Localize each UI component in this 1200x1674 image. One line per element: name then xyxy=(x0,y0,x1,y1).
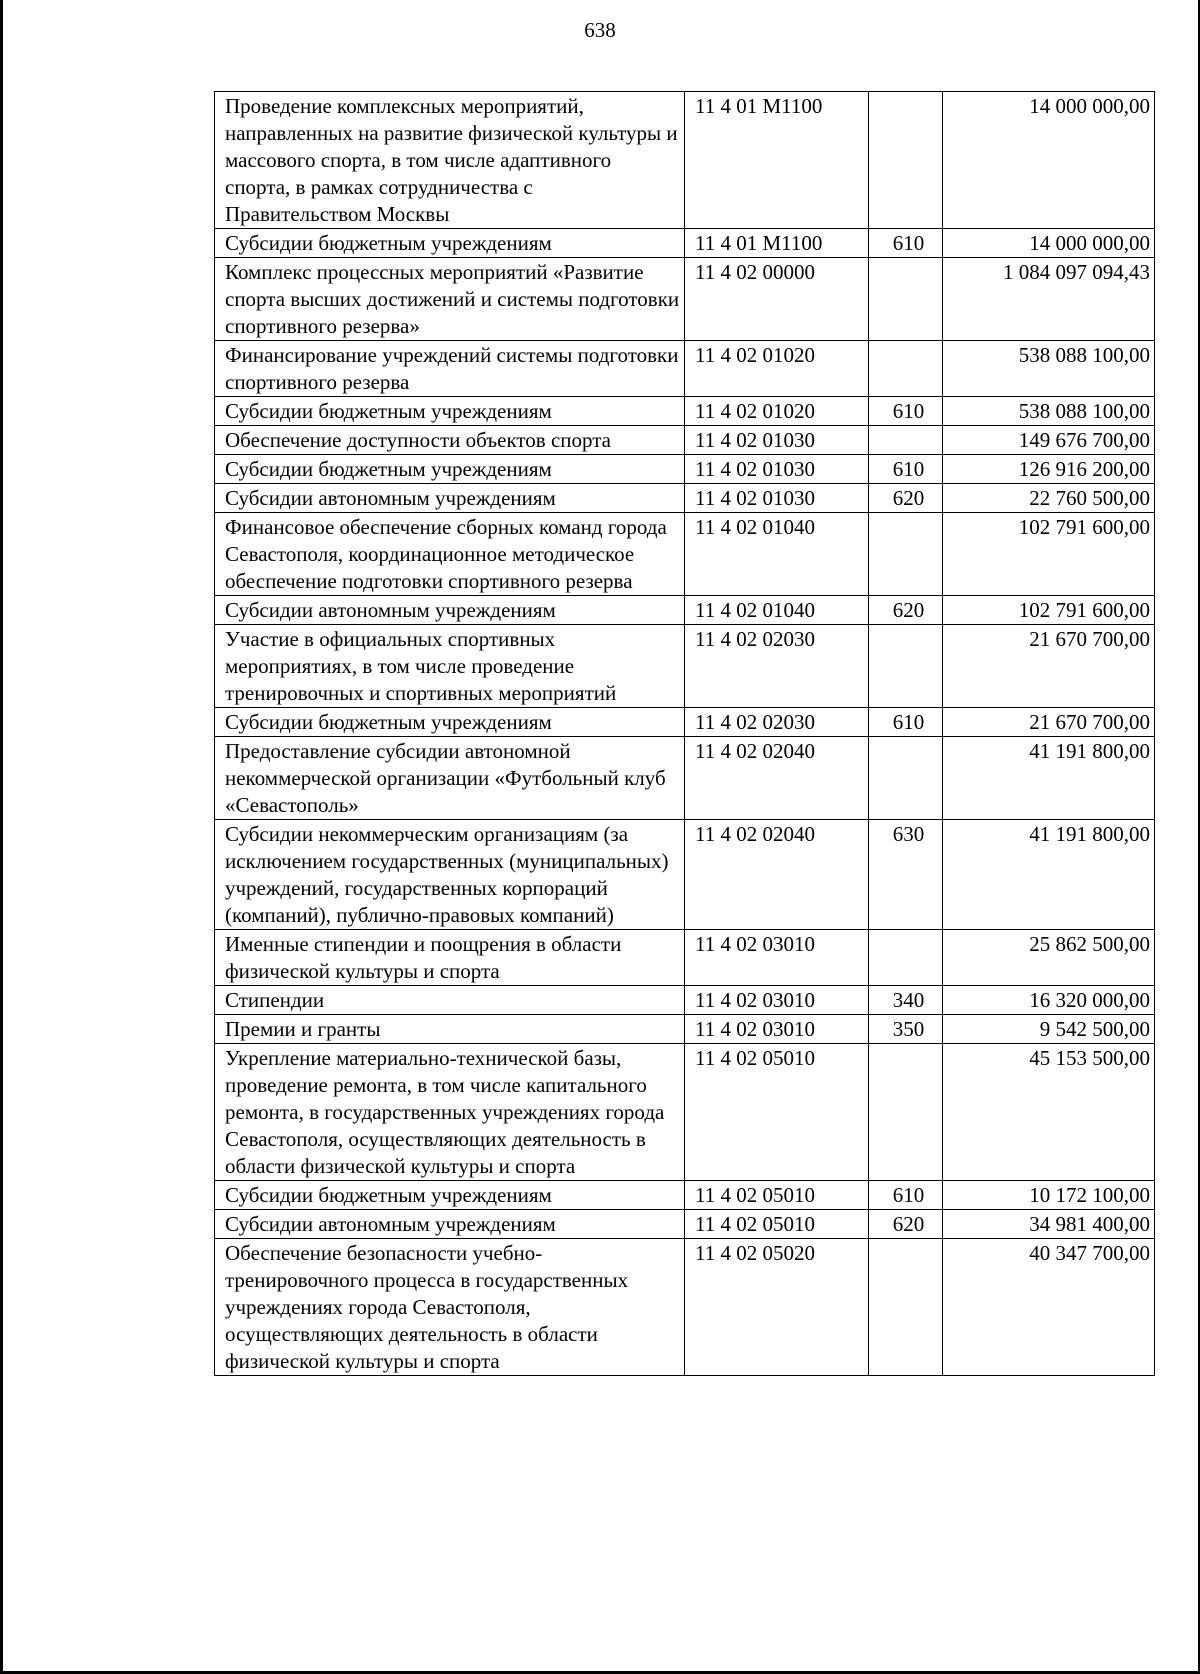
target-code-cell: 11 4 02 01040 xyxy=(685,513,869,596)
target-code-cell: 11 4 01 М1100 xyxy=(685,92,869,229)
target-code-cell: 11 4 02 03010 xyxy=(685,1015,869,1044)
table-row xyxy=(215,1210,1155,1239)
expense-type-cell xyxy=(869,341,943,397)
expense-name-cell: Финансовое обеспечение сборных команд города Севастополя, координационное методическое обеспечение подготовки спортивного резерва xyxy=(215,513,685,596)
expense-type-cell xyxy=(869,1239,943,1376)
expense-type-cell: 620 xyxy=(869,484,943,513)
expense-name-cell: Финансирование учреждений системы подготовки спортивного резерва xyxy=(215,341,685,397)
page-number: 638 xyxy=(584,18,616,42)
amount-cell: 538 088 100,00 xyxy=(943,397,1155,426)
table-row xyxy=(215,1239,1155,1376)
expense-type-cell: 610 xyxy=(869,455,943,484)
expense-name-cell: Субсидии некоммерческим организациям (за исключением государственных (муниципальных) учреждений, государственных корпораций (компаний), публично-правовых компаний) xyxy=(215,820,685,930)
expense-type-cell xyxy=(869,426,943,455)
amount-cell: 538 088 100,00 xyxy=(943,341,1155,397)
table-row xyxy=(215,1044,1155,1181)
amount-cell: 14 000 000,00 xyxy=(943,92,1155,229)
amount-cell: 102 791 600,00 xyxy=(943,596,1155,625)
expense-type-cell: 610 xyxy=(869,397,943,426)
amount-cell: 126 916 200,00 xyxy=(943,455,1155,484)
expense-type-cell xyxy=(869,930,943,986)
expense-name-cell: Комплекс процессных мероприятий «Развитие спорта высших достижений и системы подготовки спортивного резерва» xyxy=(215,258,685,341)
target-code-cell: 11 4 02 05010 xyxy=(685,1044,869,1181)
target-code-cell: 11 4 02 03010 xyxy=(685,930,869,986)
target-code-cell: 11 4 02 05010 xyxy=(685,1181,869,1210)
amount-cell: 1 084 097 094,43 xyxy=(943,258,1155,341)
expense-name-cell: Укрепление материально-технической базы, проведение ремонта, в том числе капитального ремонта, в государственных учреждениях города Севастополя, осуществляющих деятельность в области физической культуры и спорта xyxy=(215,1044,685,1181)
expense-name-cell: Субсидии бюджетным учреждениям xyxy=(215,455,685,484)
target-code-cell: 11 4 02 05010 xyxy=(685,1210,869,1239)
expense-name-cell: Премии и гранты xyxy=(215,1015,685,1044)
expense-name-cell: Проведение комплексных мероприятий, направленных на развитие физической культуры и массового спорта, в том числе адаптивного спорта, в рамках сотрудничества с Правительством Москвы xyxy=(215,92,685,229)
expense-type-cell: 340 xyxy=(869,986,943,1015)
table-row xyxy=(215,484,1155,513)
table-row xyxy=(215,455,1155,484)
expense-name-cell: Субсидии автономным учреждениям xyxy=(215,596,685,625)
amount-cell: 41 191 800,00 xyxy=(943,737,1155,820)
amount-cell: 22 760 500,00 xyxy=(943,484,1155,513)
expense-name-cell: Именные стипендии и поощрения в области физической культуры и спорта xyxy=(215,930,685,986)
expense-name-cell: Субсидии бюджетным учреждениям xyxy=(215,229,685,258)
table-row xyxy=(215,1015,1155,1044)
expense-name-cell: Предоставление субсидии автономной некоммерческой организации «Футбольный клуб «Севастополь» xyxy=(215,737,685,820)
amount-cell: 25 862 500,00 xyxy=(943,930,1155,986)
budget-table xyxy=(214,91,1155,1376)
expense-name-cell: Субсидии бюджетным учреждениям xyxy=(215,1181,685,1210)
amount-cell: 149 676 700,00 xyxy=(943,426,1155,455)
expense-type-cell: 610 xyxy=(869,1181,943,1210)
target-code-cell: 11 4 02 01020 xyxy=(685,341,869,397)
target-code-cell: 11 4 02 01040 xyxy=(685,596,869,625)
amount-cell: 9 542 500,00 xyxy=(943,1015,1155,1044)
amount-cell: 14 000 000,00 xyxy=(943,229,1155,258)
amount-cell: 21 670 700,00 xyxy=(943,708,1155,737)
table-row xyxy=(215,426,1155,455)
expense-type-cell xyxy=(869,92,943,229)
table-row xyxy=(215,513,1155,596)
table-row xyxy=(215,341,1155,397)
expense-name-cell: Субсидии автономным учреждениям xyxy=(215,1210,685,1239)
expense-name-cell: Обеспечение доступности объектов спорта xyxy=(215,426,685,455)
table-row xyxy=(215,625,1155,708)
expense-type-cell xyxy=(869,625,943,708)
expense-type-cell: 620 xyxy=(869,596,943,625)
table-row xyxy=(215,596,1155,625)
table-row xyxy=(215,397,1155,426)
expense-name-cell: Стипендии xyxy=(215,986,685,1015)
table-row xyxy=(215,930,1155,986)
target-code-cell: 11 4 02 00000 xyxy=(685,258,869,341)
expense-type-cell: 620 xyxy=(869,1210,943,1239)
table-row xyxy=(215,229,1155,258)
expense-type-cell: 350 xyxy=(869,1015,943,1044)
amount-cell: 21 670 700,00 xyxy=(943,625,1155,708)
expense-name-cell: Обеспечение безопасности учебно-тренировочного процесса в государственных учреждениях города Севастополя, осуществляющих деятельность в области физической культуры и спорта xyxy=(215,1239,685,1376)
table-row xyxy=(215,92,1155,229)
table-row xyxy=(215,1181,1155,1210)
table-row xyxy=(215,820,1155,930)
expense-name-cell: Субсидии бюджетным учреждениям xyxy=(215,708,685,737)
amount-cell: 16 320 000,00 xyxy=(943,986,1155,1015)
target-code-cell: 11 4 02 01030 xyxy=(685,484,869,513)
amount-cell: 45 153 500,00 xyxy=(943,1044,1155,1181)
expense-name-cell: Субсидии автономным учреждениям xyxy=(215,484,685,513)
table-row xyxy=(215,708,1155,737)
expense-name-cell: Субсидии бюджетным учреждениям xyxy=(215,397,685,426)
expense-type-cell: 610 xyxy=(869,708,943,737)
amount-cell: 40 347 700,00 xyxy=(943,1239,1155,1376)
table-row xyxy=(215,258,1155,341)
target-code-cell: 11 4 01 М1100 xyxy=(685,229,869,258)
target-code-cell: 11 4 02 02040 xyxy=(685,820,869,930)
amount-cell: 34 981 400,00 xyxy=(943,1210,1155,1239)
amount-cell: 41 191 800,00 xyxy=(943,820,1155,930)
target-code-cell: 11 4 02 01030 xyxy=(685,426,869,455)
expense-type-cell xyxy=(869,258,943,341)
budget-table-body xyxy=(215,92,1155,1376)
expense-name-cell: Участие в официальных спортивных мероприятиях, в том числе проведение тренировочных и спортивных мероприятий xyxy=(215,625,685,708)
target-code-cell: 11 4 02 02040 xyxy=(685,737,869,820)
target-code-cell: 11 4 02 01020 xyxy=(685,397,869,426)
amount-cell: 10 172 100,00 xyxy=(943,1181,1155,1210)
target-code-cell: 11 4 02 01030 xyxy=(685,455,869,484)
target-code-cell: 11 4 02 02030 xyxy=(685,625,869,708)
target-code-cell: 11 4 02 05020 xyxy=(685,1239,869,1376)
expense-type-cell xyxy=(869,737,943,820)
target-code-cell: 11 4 02 03010 xyxy=(685,986,869,1015)
scan-border-left xyxy=(0,0,3,1674)
target-code-cell: 11 4 02 02030 xyxy=(685,708,869,737)
expense-type-cell xyxy=(869,1044,943,1181)
expense-type-cell: 630 xyxy=(869,820,943,930)
table-row xyxy=(215,737,1155,820)
table-row xyxy=(215,986,1155,1015)
amount-cell: 102 791 600,00 xyxy=(943,513,1155,596)
expense-type-cell: 610 xyxy=(869,229,943,258)
expense-type-cell xyxy=(869,513,943,596)
